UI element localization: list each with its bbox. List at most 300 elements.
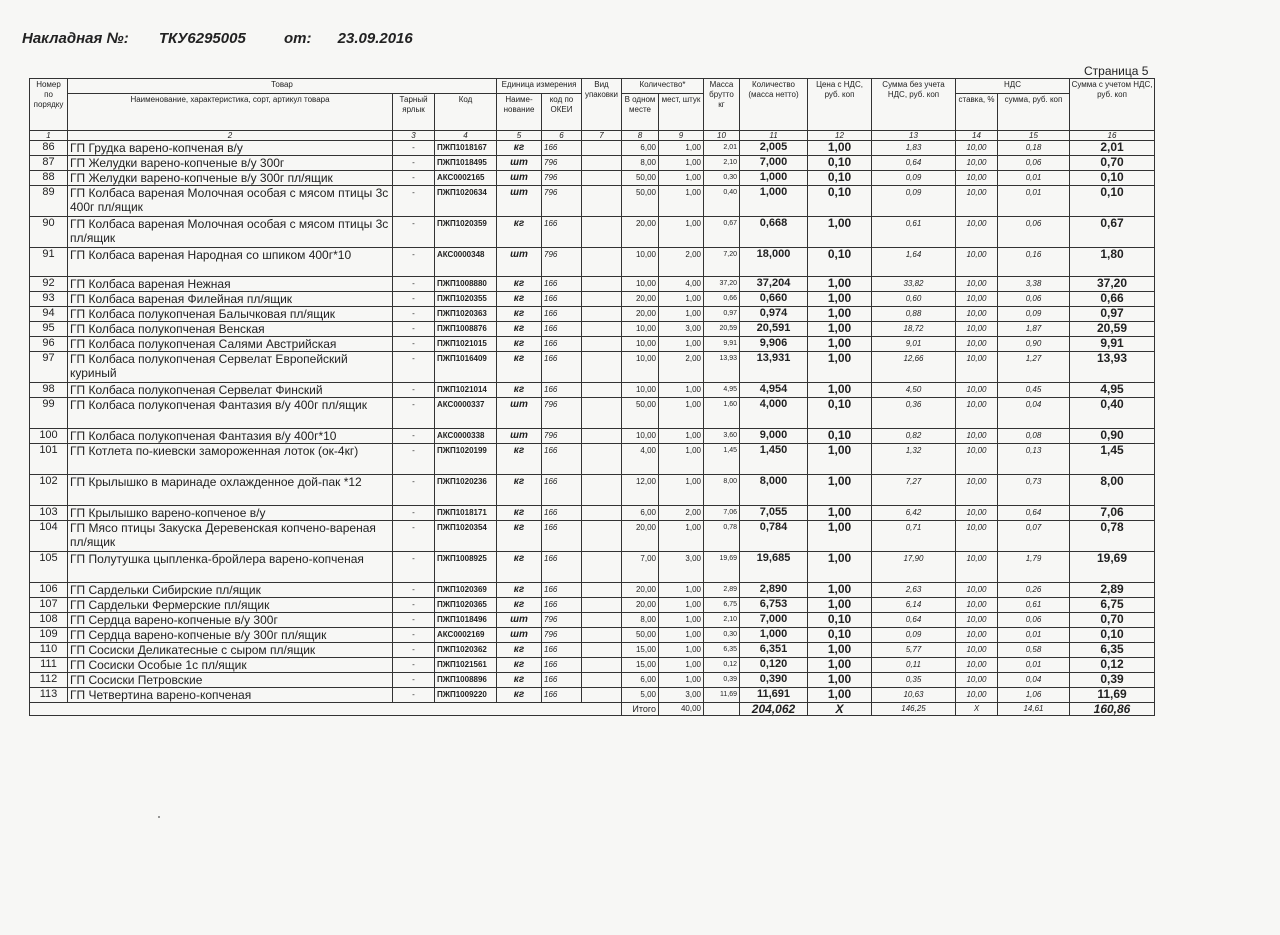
qty-in-place: 10,00 (622, 429, 659, 444)
table-row (30, 217, 1155, 248)
row-number: 97 (30, 352, 68, 383)
row-number: 102 (30, 475, 68, 506)
net-quantity: 6,351 (740, 643, 808, 658)
vat-rate: 10,00 (956, 475, 998, 506)
table-row (30, 673, 1155, 688)
places-count: 1,00 (659, 673, 704, 688)
okei-code: 166 (542, 337, 582, 352)
column-number: 13 (872, 131, 956, 141)
product-code: ПЖП1018171 (435, 506, 497, 521)
totals-label: Итого (622, 703, 659, 716)
sum-without-vat: 1,83 (872, 141, 956, 156)
sum-with-vat: 1,80 (1070, 248, 1155, 277)
product-name: ГП Сардельки Фермерские пл/ящик (68, 598, 393, 613)
price-with-vat: 1,00 (808, 673, 872, 688)
product-code: ПЖП1021015 (435, 337, 497, 352)
sum-without-vat: 0,09 (872, 171, 956, 186)
unit-name: кг (497, 307, 542, 322)
tare-label: - (393, 673, 435, 688)
header-tare: Тарный ярлык (393, 94, 435, 131)
header-qty-group: Количество* (622, 79, 704, 94)
places-count: 2,00 (659, 248, 704, 277)
net-quantity: 4,000 (740, 398, 808, 429)
unit-name: кг (497, 598, 542, 613)
price-with-vat: 1,00 (808, 552, 872, 583)
unit-name: кг (497, 506, 542, 521)
qty-in-place: 8,00 (622, 156, 659, 171)
table-row (30, 521, 1155, 552)
package-type (582, 658, 622, 673)
qty-in-place: 15,00 (622, 658, 659, 673)
okei-code: 166 (542, 444, 582, 475)
product-code: ПЖП1021561 (435, 658, 497, 673)
okei-code: 166 (542, 658, 582, 673)
sum-without-vat: 12,66 (872, 352, 956, 383)
qty-in-place: 50,00 (622, 398, 659, 429)
package-type (582, 248, 622, 277)
totals-sum-without-vat: 146,25 (872, 703, 956, 716)
header-vat-sum: сумма, руб. коп (998, 94, 1070, 131)
vat-rate: 10,00 (956, 688, 998, 703)
places-count: 1,00 (659, 429, 704, 444)
sum-with-vat: 0,90 (1070, 429, 1155, 444)
package-type (582, 583, 622, 598)
vat-sum: 0,06 (998, 156, 1070, 171)
product-code: ПЖП1021014 (435, 383, 497, 398)
tare-label: - (393, 398, 435, 429)
page-number: Страница 5 (1084, 64, 1149, 78)
totals-row (30, 703, 1155, 716)
product-name: ГП Колбаса полукопченая Венская (68, 322, 393, 337)
header-gross: Масса брутто кг (704, 79, 740, 131)
vat-rate: 10,00 (956, 506, 998, 521)
package-type (582, 521, 622, 552)
product-name: ГП Колбаса вареная Нежная (68, 277, 393, 292)
vat-sum: 3,38 (998, 277, 1070, 292)
totals-vat-sum: 14,61 (998, 703, 1070, 716)
net-quantity: 1,450 (740, 444, 808, 475)
column-number: 6 (542, 131, 582, 141)
gross-weight: 1,45 (704, 444, 740, 475)
tare-label: - (393, 444, 435, 475)
sum-with-vat: 0,10 (1070, 186, 1155, 217)
okei-code: 166 (542, 673, 582, 688)
row-number: 98 (30, 383, 68, 398)
unit-name: шт (497, 613, 542, 628)
header-name: Наименование, характеристика, сорт, артикул товара (68, 94, 393, 131)
tare-label: - (393, 688, 435, 703)
sum-without-vat: 0,36 (872, 398, 956, 429)
price-with-vat: 0,10 (808, 613, 872, 628)
totals-total: 160,86 (1070, 703, 1155, 716)
column-number: 2 (68, 131, 393, 141)
product-code: ПЖП1008925 (435, 552, 497, 583)
tare-label: - (393, 506, 435, 521)
table-row (30, 248, 1155, 277)
net-quantity: 2,005 (740, 141, 808, 156)
sum-with-vat: 0,10 (1070, 171, 1155, 186)
table-row (30, 141, 1155, 156)
qty-in-place: 10,00 (622, 322, 659, 337)
qty-in-place: 8,00 (622, 613, 659, 628)
okei-code: 166 (542, 292, 582, 307)
vat-rate: 10,00 (956, 552, 998, 583)
vat-sum: 1,87 (998, 322, 1070, 337)
column-number: 5 (497, 131, 542, 141)
tare-label: - (393, 658, 435, 673)
column-number: 8 (622, 131, 659, 141)
qty-in-place: 7,00 (622, 552, 659, 583)
gross-weight: 0,30 (704, 171, 740, 186)
okei-code: 796 (542, 429, 582, 444)
vat-rate: 10,00 (956, 383, 998, 398)
price-with-vat: 1,00 (808, 658, 872, 673)
okei-code: 166 (542, 383, 582, 398)
header-unit-name: Наиме-нование (497, 94, 542, 131)
places-count: 3,00 (659, 322, 704, 337)
sum-with-vat: 0,70 (1070, 613, 1155, 628)
places-count: 1,00 (659, 643, 704, 658)
gross-weight: 2,10 (704, 613, 740, 628)
product-code: ПЖП1020369 (435, 583, 497, 598)
vat-rate: 10,00 (956, 217, 998, 248)
table-row (30, 688, 1155, 703)
table-row (30, 444, 1155, 475)
okei-code: 166 (542, 521, 582, 552)
product-name: ГП Колбаса вареная Филейная пл/ящик (68, 292, 393, 307)
gross-weight: 6,35 (704, 643, 740, 658)
price-with-vat: 0,10 (808, 628, 872, 643)
product-name: ГП Крылышко варено-копченое в/у (68, 506, 393, 521)
qty-in-place: 50,00 (622, 628, 659, 643)
header-sum-without-vat: Сумма без учета НДС, руб. коп (872, 79, 956, 131)
tare-label: - (393, 337, 435, 352)
gross-weight: 0,67 (704, 217, 740, 248)
net-quantity: 11,691 (740, 688, 808, 703)
price-with-vat: 1,00 (808, 322, 872, 337)
places-count: 2,00 (659, 352, 704, 383)
price-with-vat: 1,00 (808, 352, 872, 383)
table-row (30, 613, 1155, 628)
table-row (30, 383, 1155, 398)
net-quantity: 9,000 (740, 429, 808, 444)
product-code: ПЖП1018495 (435, 156, 497, 171)
column-number: 16 (1070, 131, 1155, 141)
table-row (30, 583, 1155, 598)
price-with-vat: 1,00 (808, 141, 872, 156)
row-number: 110 (30, 643, 68, 658)
table-row (30, 277, 1155, 292)
unit-name: шт (497, 186, 542, 217)
qty-in-place: 6,00 (622, 141, 659, 156)
net-quantity: 1,000 (740, 171, 808, 186)
header-num: Номер по порядку (30, 79, 68, 131)
totals-net: 204,062 (740, 703, 808, 716)
header-unit-group: Единица измерения (497, 79, 582, 94)
price-with-vat: 0,10 (808, 186, 872, 217)
header-net: Количество (масса нетто) (740, 79, 808, 131)
vat-sum: 0,90 (998, 337, 1070, 352)
places-count: 1,00 (659, 292, 704, 307)
table-row (30, 628, 1155, 643)
sum-without-vat: 5,77 (872, 643, 956, 658)
vat-rate: 10,00 (956, 322, 998, 337)
unit-name: кг (497, 444, 542, 475)
sum-without-vat: 0,11 (872, 658, 956, 673)
gross-weight: 11,69 (704, 688, 740, 703)
sum-without-vat: 9,01 (872, 337, 956, 352)
price-with-vat: 1,00 (808, 277, 872, 292)
sum-with-vat: 0,66 (1070, 292, 1155, 307)
product-name: ГП Колбаса полукопченая Фантазия в/у 400г*10 (68, 429, 393, 444)
vat-sum: 0,26 (998, 583, 1070, 598)
vat-sum: 0,58 (998, 643, 1070, 658)
places-count: 1,00 (659, 583, 704, 598)
product-name: ГП Колбаса полукопченая Сервелат Европейский куриный (68, 352, 393, 383)
column-number: 12 (808, 131, 872, 141)
column-number: 10 (704, 131, 740, 141)
vat-sum: 0,01 (998, 658, 1070, 673)
okei-code: 796 (542, 171, 582, 186)
sum-without-vat: 0,64 (872, 156, 956, 171)
row-number: 113 (30, 688, 68, 703)
row-number: 96 (30, 337, 68, 352)
product-name: ГП Мясо птицы Закуска Деревенская копчено-вареная пл/ящик (68, 521, 393, 552)
product-code: ПЖП1016409 (435, 352, 497, 383)
totals-places: 40,00 (659, 703, 704, 716)
tare-label: - (393, 141, 435, 156)
okei-code: 166 (542, 307, 582, 322)
gross-weight: 0,39 (704, 673, 740, 688)
qty-in-place: 10,00 (622, 248, 659, 277)
gross-weight: 8,00 (704, 475, 740, 506)
sum-without-vat: 6,14 (872, 598, 956, 613)
package-type (582, 337, 622, 352)
product-code: ПЖП1020363 (435, 307, 497, 322)
vat-sum: 0,13 (998, 444, 1070, 475)
tare-label: - (393, 307, 435, 322)
sum-without-vat: 0,64 (872, 613, 956, 628)
net-quantity: 0,668 (740, 217, 808, 248)
vat-sum: 0,09 (998, 307, 1070, 322)
sum-with-vat: 1,45 (1070, 444, 1155, 475)
row-number: 111 (30, 658, 68, 673)
package-type (582, 444, 622, 475)
product-code: ПЖП1009220 (435, 688, 497, 703)
vat-rate: 10,00 (956, 186, 998, 217)
totals-gross (704, 703, 740, 716)
price-with-vat: 1,00 (808, 643, 872, 658)
header-pack: Вид упаковки (582, 79, 622, 131)
product-code: ПЖП1018496 (435, 613, 497, 628)
row-number: 109 (30, 628, 68, 643)
tare-label: - (393, 429, 435, 444)
sum-without-vat: 4,50 (872, 383, 956, 398)
tare-label: - (393, 628, 435, 643)
gross-weight: 0,78 (704, 521, 740, 552)
vat-rate: 10,00 (956, 171, 998, 186)
product-code: ПЖП1020634 (435, 186, 497, 217)
vat-rate: 10,00 (956, 398, 998, 429)
sum-without-vat: 7,27 (872, 475, 956, 506)
okei-code: 166 (542, 475, 582, 506)
sum-with-vat: 0,97 (1070, 307, 1155, 322)
qty-in-place: 4,00 (622, 444, 659, 475)
product-code: ПЖП1020199 (435, 444, 497, 475)
tare-label: - (393, 322, 435, 337)
table-row (30, 186, 1155, 217)
product-name: ГП Колбаса полукопченая Сервелат Финский (68, 383, 393, 398)
net-quantity: 20,591 (740, 322, 808, 337)
totals-price: X (808, 703, 872, 716)
qty-in-place: 10,00 (622, 383, 659, 398)
table-row (30, 292, 1155, 307)
places-count: 1,00 (659, 307, 704, 322)
vat-sum: 0,01 (998, 186, 1070, 217)
product-name: ГП Сардельки Сибирские пл/ящик (68, 583, 393, 598)
sum-with-vat: 0,39 (1070, 673, 1155, 688)
package-type (582, 552, 622, 583)
package-type (582, 628, 622, 643)
okei-code: 166 (542, 598, 582, 613)
okei-code: 166 (542, 277, 582, 292)
sum-without-vat: 2,63 (872, 583, 956, 598)
package-type (582, 429, 622, 444)
unit-name: кг (497, 552, 542, 583)
table-row (30, 398, 1155, 429)
gross-weight: 2,10 (704, 156, 740, 171)
sum-without-vat: 33,82 (872, 277, 956, 292)
sum-without-vat: 0,71 (872, 521, 956, 552)
header-total: Сумма с учетом НДС, руб. коп (1070, 79, 1155, 131)
header-goods: Товар (68, 79, 497, 94)
gross-weight: 19,69 (704, 552, 740, 583)
net-quantity: 18,000 (740, 248, 808, 277)
okei-code: 796 (542, 628, 582, 643)
vat-sum: 0,06 (998, 613, 1070, 628)
places-count: 1,00 (659, 628, 704, 643)
column-number: 11 (740, 131, 808, 141)
product-code: ПЖП1020365 (435, 598, 497, 613)
product-name: ГП Колбаса вареная Молочная особая с мясом птицы 3с пл/ящик (68, 217, 393, 248)
product-code: ПЖП1020354 (435, 521, 497, 552)
unit-name: шт (497, 628, 542, 643)
row-number: 106 (30, 583, 68, 598)
sum-with-vat: 37,20 (1070, 277, 1155, 292)
unit-name: кг (497, 292, 542, 307)
qty-in-place: 6,00 (622, 673, 659, 688)
qty-in-place: 10,00 (622, 277, 659, 292)
okei-code: 166 (542, 506, 582, 521)
sum-without-vat: 0,60 (872, 292, 956, 307)
net-quantity: 7,000 (740, 156, 808, 171)
okei-code: 166 (542, 217, 582, 248)
row-number: 91 (30, 248, 68, 277)
sum-without-vat: 1,32 (872, 444, 956, 475)
row-number: 112 (30, 673, 68, 688)
vat-sum: 0,45 (998, 383, 1070, 398)
package-type (582, 352, 622, 383)
sum-with-vat: 2,89 (1070, 583, 1155, 598)
okei-code: 166 (542, 643, 582, 658)
sum-with-vat: 7,06 (1070, 506, 1155, 521)
qty-in-place: 20,00 (622, 598, 659, 613)
sum-with-vat: 0,10 (1070, 628, 1155, 643)
vat-rate: 10,00 (956, 658, 998, 673)
vat-sum: 0,04 (998, 398, 1070, 429)
price-with-vat: 1,00 (808, 217, 872, 248)
row-number: 94 (30, 307, 68, 322)
invoice-label: Накладная №: (22, 30, 129, 47)
package-type (582, 688, 622, 703)
vat-rate: 10,00 (956, 277, 998, 292)
qty-in-place: 5,00 (622, 688, 659, 703)
net-quantity: 8,000 (740, 475, 808, 506)
sum-without-vat: 17,90 (872, 552, 956, 583)
invoice-number: ТКУ6295005 (158, 30, 246, 47)
gross-weight: 13,93 (704, 352, 740, 383)
price-with-vat: 1,00 (808, 337, 872, 352)
package-type (582, 643, 622, 658)
unit-name: кг (497, 688, 542, 703)
net-quantity: 4,954 (740, 383, 808, 398)
places-count: 1,00 (659, 444, 704, 475)
price-with-vat: 0,10 (808, 248, 872, 277)
sum-with-vat: 0,78 (1070, 521, 1155, 552)
gross-weight: 2,89 (704, 583, 740, 598)
unit-name: кг (497, 217, 542, 248)
sum-without-vat: 0,09 (872, 628, 956, 643)
column-numbers-row (30, 131, 1155, 141)
package-type (582, 475, 622, 506)
sum-with-vat: 4,95 (1070, 383, 1155, 398)
price-with-vat: 1,00 (808, 521, 872, 552)
product-code: ПЖП1020362 (435, 643, 497, 658)
tare-label: - (393, 277, 435, 292)
table-row (30, 598, 1155, 613)
price-with-vat: 1,00 (808, 292, 872, 307)
product-name: ГП Желудки варено-копченые в/у 300г (68, 156, 393, 171)
price-with-vat: 1,00 (808, 307, 872, 322)
price-with-vat: 1,00 (808, 598, 872, 613)
package-type (582, 217, 622, 248)
places-count: 1,00 (659, 217, 704, 248)
product-name: ГП Грудка варено-копченая в/у (68, 141, 393, 156)
places-count: 3,00 (659, 552, 704, 583)
sum-with-vat: 6,35 (1070, 643, 1155, 658)
vat-rate: 10,00 (956, 643, 998, 658)
row-number: 105 (30, 552, 68, 583)
package-type (582, 307, 622, 322)
sum-without-vat: 1,64 (872, 248, 956, 277)
okei-code: 166 (542, 322, 582, 337)
tare-label: - (393, 352, 435, 383)
row-number: 100 (30, 429, 68, 444)
row-number: 93 (30, 292, 68, 307)
net-quantity: 6,753 (740, 598, 808, 613)
vat-rate: 10,00 (956, 156, 998, 171)
gross-weight: 7,20 (704, 248, 740, 277)
unit-name: шт (497, 398, 542, 429)
net-quantity: 0,390 (740, 673, 808, 688)
unit-name: кг (497, 673, 542, 688)
vat-rate: 10,00 (956, 429, 998, 444)
package-type (582, 398, 622, 429)
row-number: 90 (30, 217, 68, 248)
gross-weight: 0,40 (704, 186, 740, 217)
vat-sum: 0,04 (998, 673, 1070, 688)
row-number: 95 (30, 322, 68, 337)
